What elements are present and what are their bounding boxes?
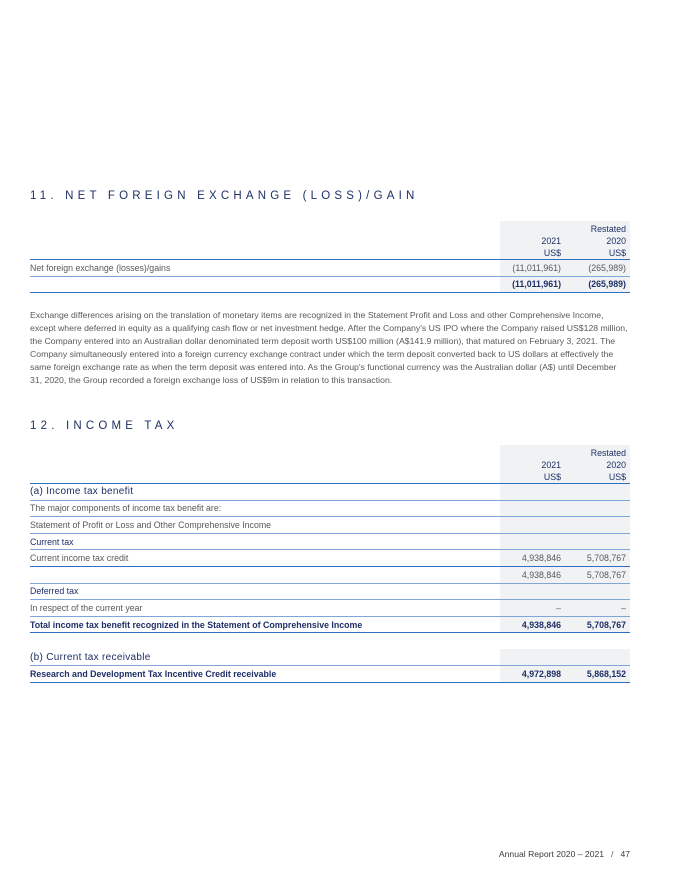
income-tax-table	[30, 445, 630, 683]
unit-2021: US$	[500, 471, 566, 484]
table-header-row	[30, 445, 630, 459]
unit-2021: US$	[500, 247, 566, 260]
table-header-row	[30, 235, 630, 247]
table-row	[30, 260, 630, 277]
page-footer	[499, 849, 630, 859]
subheading-row	[30, 649, 630, 665]
unit-2020: US$	[566, 471, 630, 484]
fx-table	[30, 221, 630, 293]
table-row	[30, 517, 630, 534]
subtotal-2020: 5,708,767	[566, 566, 630, 583]
current-tax-receivable-heading: (b) Current tax receivable	[30, 649, 500, 665]
total-2021: 4,938,846	[500, 616, 566, 633]
income-tax-benefit-heading: (a) Income tax benefit	[30, 484, 500, 501]
deferred-tax-heading: Deferred tax	[30, 583, 500, 600]
restated-label: Restated	[566, 445, 630, 459]
subheading-row	[30, 484, 630, 501]
row-label: Current income tax credit	[30, 550, 500, 567]
value-2021: –	[500, 600, 566, 617]
current-tax-heading: Current tax	[30, 533, 500, 550]
total-2020: 5,708,767	[566, 616, 630, 633]
table-row	[30, 500, 630, 517]
section-12-title: 12. INCOME TAX	[30, 420, 179, 432]
total-row	[30, 276, 630, 293]
receivable-row	[30, 665, 630, 682]
table-row	[30, 600, 630, 617]
table-header-row	[30, 471, 630, 484]
value-2021: (11,011,961)	[500, 260, 566, 277]
value-2020: 5,708,767	[566, 550, 630, 567]
table-header-row	[30, 247, 630, 260]
table-header-row	[30, 459, 630, 471]
subtotal-row	[30, 566, 630, 583]
value-2020: (265,989)	[566, 260, 630, 277]
table-row	[30, 533, 630, 550]
fx-explanation-paragraph: Exchange differences arising on the translation of monetary items are recognized in the Statement Profit and Loss and other Comprehensive Income, except where deferred in equity as a qualifying cash flow or net investment hedge. After the Company's US IPO where the Company raised US$128 million, the Company entered into an Australian dollar denominated term deposit worth US$100 million (A$141.9 million), that matured on February 3, 2021. The Company simultaneously entered into a foreign currency exchange contract under which the term deposit converted back to US dollars at effectively the same foreign exchange rate as when the term deposit was entered into. As the Group's functional currency was the Australian dollar (A$) until December 31, 2020, the Group recorded a foreign exchange loss of US$9m in relation to this transaction.	[30, 310, 628, 385]
total-2021: (11,011,961)	[500, 276, 566, 293]
row-label: Statement of Profit or Loss and Other Comprehensive Income	[30, 517, 500, 534]
row-label: The major components of income tax benefit are:	[30, 500, 500, 517]
row-label: In respect of the current year	[30, 600, 500, 617]
year-2020: 2020	[566, 235, 630, 247]
restated-label: Restated	[566, 221, 630, 235]
table-row	[30, 550, 630, 567]
total-row	[30, 616, 630, 633]
value-2020: –	[566, 600, 630, 617]
section-11-title: 11. NET FOREIGN EXCHANGE (LOSS)/GAIN	[30, 190, 419, 202]
total-2020: (265,989)	[566, 276, 630, 293]
row-label: Net foreign exchange (losses)/gains	[30, 260, 500, 277]
receivable-2020: 5,868,152	[566, 665, 630, 682]
table-row	[30, 583, 630, 600]
value-2021: 4,938,846	[500, 550, 566, 567]
receivable-2021: 4,972,898	[500, 665, 566, 682]
unit-2020: US$	[566, 247, 630, 260]
report-name: Annual Report 2020 – 2021	[498, 849, 605, 859]
year-2020: 2020	[566, 459, 630, 471]
table-header-row	[30, 221, 630, 235]
total-label: Total income tax benefit recognized in the Statement of Comprehensive Income	[30, 616, 500, 633]
receivable-label: Research and Development Tax Incentive Credit receivable	[30, 665, 500, 682]
year-2021: 2021	[500, 459, 566, 471]
footer-separator: /	[611, 849, 614, 859]
subtotal-2021: 4,938,846	[500, 566, 566, 583]
year-2021: 2021	[500, 235, 566, 247]
page-number: 47	[620, 849, 630, 859]
